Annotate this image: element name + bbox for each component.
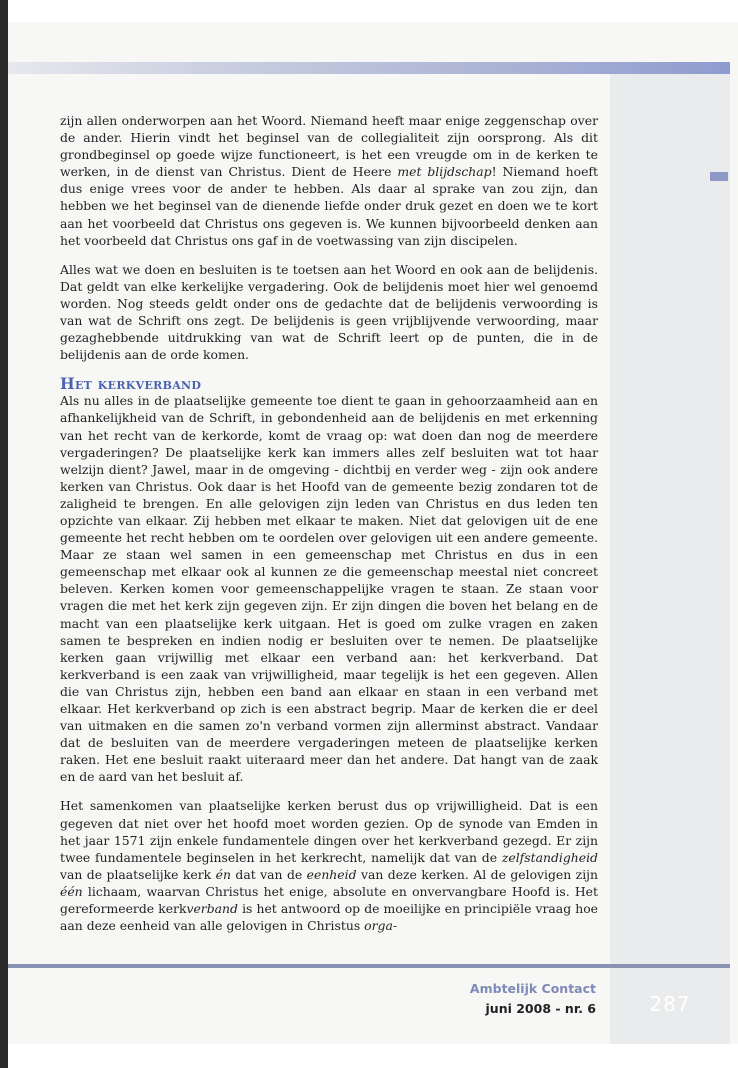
page-number: 287 <box>649 992 691 1016</box>
section-heading: Het kerkverband <box>60 374 202 394</box>
margin-panel <box>610 74 730 1044</box>
paragraph-4: Het samenkomen van plaatselijke kerken berust dus op vrijwilligheid. Dat is een gegeven dat niet over het hoofd moet worden gezien. Op de synode van Emden in het jaar 1571 zijn enkele fundamentele dingen over het kerkverband gezegd. Er zijn twee fundamentele beginselen in het kerkrecht, namelijk dat van de zelfstandigheid van de plaatselijke kerk én dat van de eenheid van deze kerken. Al de gelovigen zijn één lichaam, waarvan Christus het enige, absolute en onvervangbare Hoofd is. Het gereformeerde kerkverband is het antwoord op de moeilijke en principiële vraag hoe aan deze eenheid van alle gelovigen in Christus orga- <box>60 798 598 934</box>
paragraph-2: Alles wat we doen en besluiten is te toetsen aan het Woord en ook aan de belijdenis. Dat geldt van elke kerkelijke vergadering. Ook de belijdenis moet hier wel genoemd worden. Nog steeds geldt onder ons de gedachte dat de belijdenis verwoording is van wat de Schrift ons zegt. De belijdenis is geen vrijblijvende verwoording, maar gezaghebbende uitdrukking van wat de Schrift leert op de punten, die in de belijdenis aan de orde komen. <box>60 261 598 363</box>
header-stripe <box>8 62 730 74</box>
paragraph-1: zijn allen onderworpen aan het Woord. Niemand heeft maar enige zeggenschap over de ander. Hierin vindt het beginsel van de collegialiteit zijn oorsprong. Als dit grondbeginsel op goede wijze functioneert, is het een vreugde om in de kerken te werken, in de dienst van Christus. Dient de Heere met blijdschap! Niemand hoeft dus enige vrees voor de ander te hebben. Als daar al sprake van zou zijn, dan hebben we het beginsel van de dienende liefde onder druk gezet en doen we te kort aan het voorbeeld dat Christus ons gegeven is. We kunnen bijvoorbeeld denken aan het voorbeeld dat Christus ons gaf in de voetwassing van zijn discipelen. <box>60 113 598 248</box>
paragraph-3: Als nu alles in de plaatselijke gemeente toe dient te gaan in gehoorzaamheid aan en afhankelijkheid van de Schrift, in gebondenheid aan de belijdenis en met erkenning van het recht van de kerkorde, komt de vraag op: wat doen dan nog de meerdere vergaderingen? De plaatselijke kerk kan immers alles zelf besluiten wat tot haar welzijn dient? Jawel, maar in de omgeving - dichtbij en verder weg - zijn ook andere kerken van Christus. Ook daar is het Hoofd van de gemeente bezig zondaren tot de zaligheid te brengen. En alle gelovigen zijn leden van Christus en dus leden ten opzichte van elkaar. Zij hebben met elkaar te maken. Niet dat gelovigen uit de ene gemeente het recht hebben om te oordelen over gelovigen uit een andere gemeente. Maar ze staan wel samen in een gemeenschap met Christus en dus in een gemeenschap met elkaar ook al kunnen ze die gemeenschap meestal niet concreet beleven. Kerken komen voor gemeenschappelijke vragen te staan. Ze staan voor vragen die met het kerk zijn gegeven zijn. Er zijn dingen die boven het belang en de macht van een plaatselijke kerk uitgaan. Het is goed om zulke vragen en zaken samen te bespreken en indien nodig er besluiten over te nemen. De plaatselijke kerken gaan vrijwillig met elkaar een verband aan: het kerkverband. Dat kerkverband is een zaak van vrijwilligheid, maar tegelijk is het een gegeven. Allen die van Christus zijn, hebben een band aan elkaar en staan in een verband met elkaar. Het kerkverband op zich is een abstract begrip. Maar de kerken die er deel van uitmaken en die samen zo'n verband vormen zijn allerminst abstract. Vandaar dat de besluiten van de meerdere vergaderingen meteen de plaatselijke kerken raken. Het ene besluit raakt uiteraard meer dan het andere. Dat hangt van de zaak en de aard van het besluit af. <box>60 393 598 785</box>
magazine-title: Ambtelijk Contact <box>469 981 596 996</box>
footer-rule <box>8 964 730 968</box>
margin-marker <box>710 172 728 181</box>
issue-label: juni 2008 - nr. 6 <box>485 1001 596 1016</box>
scan-left-edge <box>0 0 8 1068</box>
article-body <box>60 112 598 946</box>
